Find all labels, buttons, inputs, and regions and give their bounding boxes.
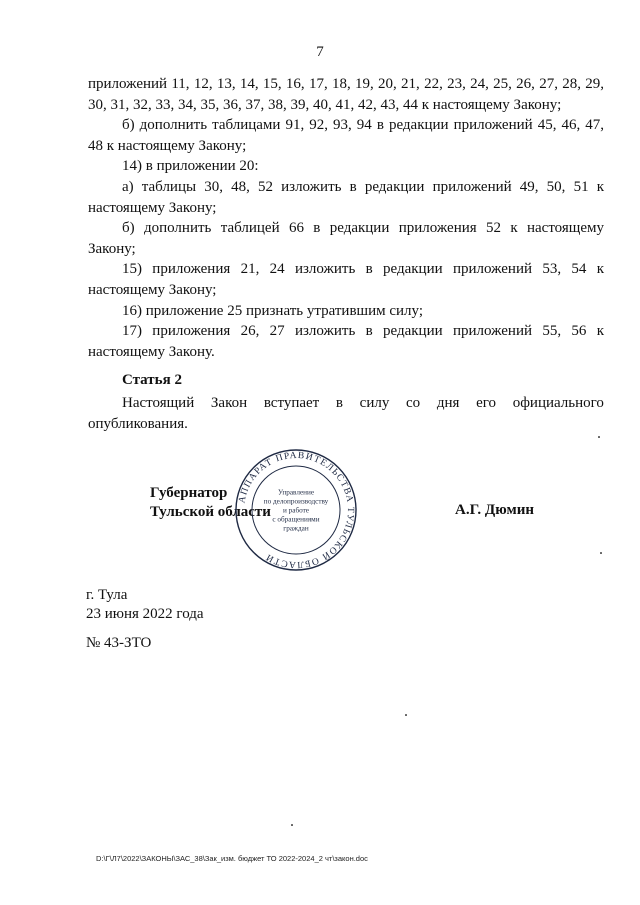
body-paragraph: 17) приложения 26, 27 изложить в редакции приложений 55, 56 к настоящему Закону. xyxy=(88,323,604,360)
scan-speck xyxy=(600,552,602,554)
scan-speck xyxy=(405,714,407,716)
article-word: силу xyxy=(359,395,390,411)
scan-speck xyxy=(598,436,600,438)
article-heading: Статья 2 xyxy=(122,372,182,388)
signatory-name: А.Г. Дюмин xyxy=(455,502,535,518)
article-text xyxy=(88,393,604,434)
article-word: вступает xyxy=(263,395,320,411)
seal-center-line: граждан xyxy=(283,524,309,533)
seal-ring-text: АППАРАТ ПРАВИТЕЛЬСТВА ТУЛЬСКОЙ ОБЛАСТИ xyxy=(237,450,356,570)
article-word: дня xyxy=(436,395,460,411)
official-seal xyxy=(234,448,358,572)
article-word: Настоящий xyxy=(122,395,195,411)
seal-center-line: Управление xyxy=(277,488,315,497)
seal-center-line: с обращениями xyxy=(272,515,320,524)
article-word: Закон xyxy=(210,395,248,411)
article-text-line2: опубликования. xyxy=(88,415,188,432)
article-text-line1 xyxy=(88,393,604,414)
scan-speck xyxy=(291,824,293,826)
date: 23 июня 2022 года xyxy=(86,606,204,622)
article-word: его xyxy=(476,395,497,411)
document-number: № 43-ЗТО xyxy=(86,635,152,651)
place: г. Тула xyxy=(86,587,128,603)
body-paragraph: 15) приложения 21, 24 изложить в редакции приложений 53, 54 к настоящему Закону; xyxy=(88,261,604,298)
article-word: со xyxy=(406,395,421,411)
signature-title-line1: Губернатор xyxy=(150,485,228,501)
body-paragraph: б) дополнить таблицей 66 в редакции приложения 52 к настоящему Закону; xyxy=(88,220,604,257)
signature-title-line2: Тульской области xyxy=(150,504,271,520)
body-paragraph: 14) в приложении 20: xyxy=(122,158,259,175)
body-paragraph: приложений 11, 12, 13, 14, 15, 16, 17, 18, 19, 20, 21, 22, 23, 24, 25, 26, 27, 28, 29, 30, 31, 32, 33, 34, 35, 36, 37, 38, 39, 40, 41, 42, 43, 44 к настоящему Закону; xyxy=(88,76,604,113)
seal-center-line: по делопроизводству xyxy=(263,497,329,506)
seal-center-text xyxy=(264,489,329,533)
footer-file-path: D:\Г\Л7\2022\ЗАКОНЫ\ЗАС_38\Зак_изм. бюджет ТО 2022-2024_2 чт\закон.doc xyxy=(96,854,368,863)
law-body-text xyxy=(88,74,604,362)
body-paragraph: б) дополнить таблицами 91, 92, 93, 94 в редакции приложений 45, 46, 47, 48 к настоящему Закону; xyxy=(88,117,604,154)
body-paragraph: 16) приложение 25 признать утратившим силу; xyxy=(122,302,424,319)
page-number: 7 xyxy=(316,44,324,60)
place-and-date xyxy=(86,586,204,624)
article-word: в xyxy=(335,395,343,411)
article-word: официального xyxy=(512,395,604,411)
body-paragraph: а) таблицы 30, 48, 52 изложить в редакции приложений 49, 50, 51 к настоящему Закону; xyxy=(88,178,604,216)
seal-center-line: и работе xyxy=(283,506,309,515)
